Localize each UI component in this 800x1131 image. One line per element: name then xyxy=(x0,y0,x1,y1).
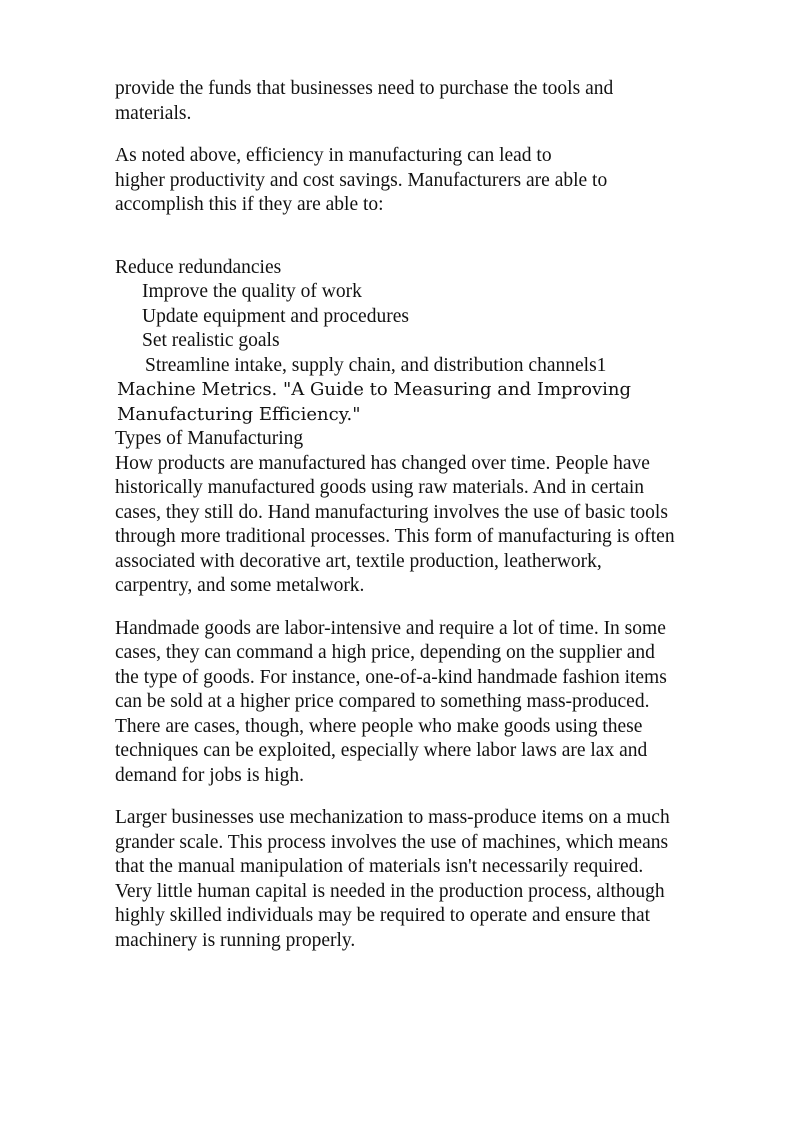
paragraph-mechanization xyxy=(115,806,755,953)
text-line: that the manual manipulation of materials isn't necessarily required. xyxy=(115,856,644,877)
text-line: techniques can be exploited, especially where labor laws are lax and xyxy=(115,740,648,761)
text-line: highly skilled individuals may be required to operate and ensure that xyxy=(115,905,651,926)
heading-text: Types of Manufacturing xyxy=(115,428,304,449)
text-line: materials. xyxy=(115,102,192,124)
reference-line: Manufacturing Efficiency." xyxy=(117,403,361,425)
list-item: Reduce redundancies xyxy=(115,256,282,278)
text-line: accomplish this if they are able to: xyxy=(115,194,384,215)
paragraph-efficiency xyxy=(115,144,755,218)
list-item: Streamline intake, supply chain, and distribution channels1 xyxy=(145,354,607,376)
text-line: demand for jobs is high. xyxy=(115,764,305,786)
text-line: As noted above, efficiency in manufacturing can lead to xyxy=(115,145,552,166)
text-line: cases, they still do. Hand manufacturing involves the use of basic tools xyxy=(115,501,668,523)
text-line: How products are manufactured has changed over time. People have xyxy=(115,452,650,474)
text-line: Larger businesses use mechanization to mass-produce items on a much xyxy=(115,807,670,828)
reference-note xyxy=(115,378,755,427)
text-line: through more traditional processes. This form of manufacturing is often xyxy=(115,526,675,547)
paragraph-history xyxy=(115,452,755,599)
text-line: Very little human capital is needed in the production process, although xyxy=(115,880,665,902)
text-line: provide the funds that businesses need to purchase the tools and xyxy=(115,78,614,99)
efficiency-list xyxy=(115,256,755,379)
paragraph-handmade xyxy=(115,617,755,789)
text-line: Handmade goods are labor-intensive and require a lot of time. In some xyxy=(115,617,666,639)
text-line: carpentry, and some metalwork. xyxy=(115,575,365,596)
reference-line: Machine Metrics. "A Guide to Measuring and Improving xyxy=(117,379,632,400)
section-heading xyxy=(115,427,755,452)
text-line: grander scale. This process involves the use of machines, which means xyxy=(115,831,669,853)
text-line: machinery is running properly. xyxy=(115,929,356,951)
list-item: Update equipment and procedures xyxy=(142,305,409,327)
text-line: There are cases, though, where people who make goods using these xyxy=(115,715,643,737)
text-line: the type of goods. For instance, one-of-a-kind handmade fashion items xyxy=(115,666,667,688)
text-line: higher productivity and cost savings. Manufacturers are able to xyxy=(115,169,608,191)
text-line: associated with decorative art, textile production, leatherwork, xyxy=(115,550,602,572)
list-item: Set realistic goals xyxy=(142,330,280,351)
text-line: historically manufactured goods using raw materials. And in certain xyxy=(115,477,645,498)
list-item: Improve the quality of work xyxy=(142,281,362,302)
paragraph-funds xyxy=(115,77,755,126)
text-line: can be sold at a higher price compared to something mass-produced. xyxy=(115,691,650,712)
text-line: cases, they can command a high price, depending on the supplier and xyxy=(115,642,655,663)
document-page xyxy=(115,77,755,953)
